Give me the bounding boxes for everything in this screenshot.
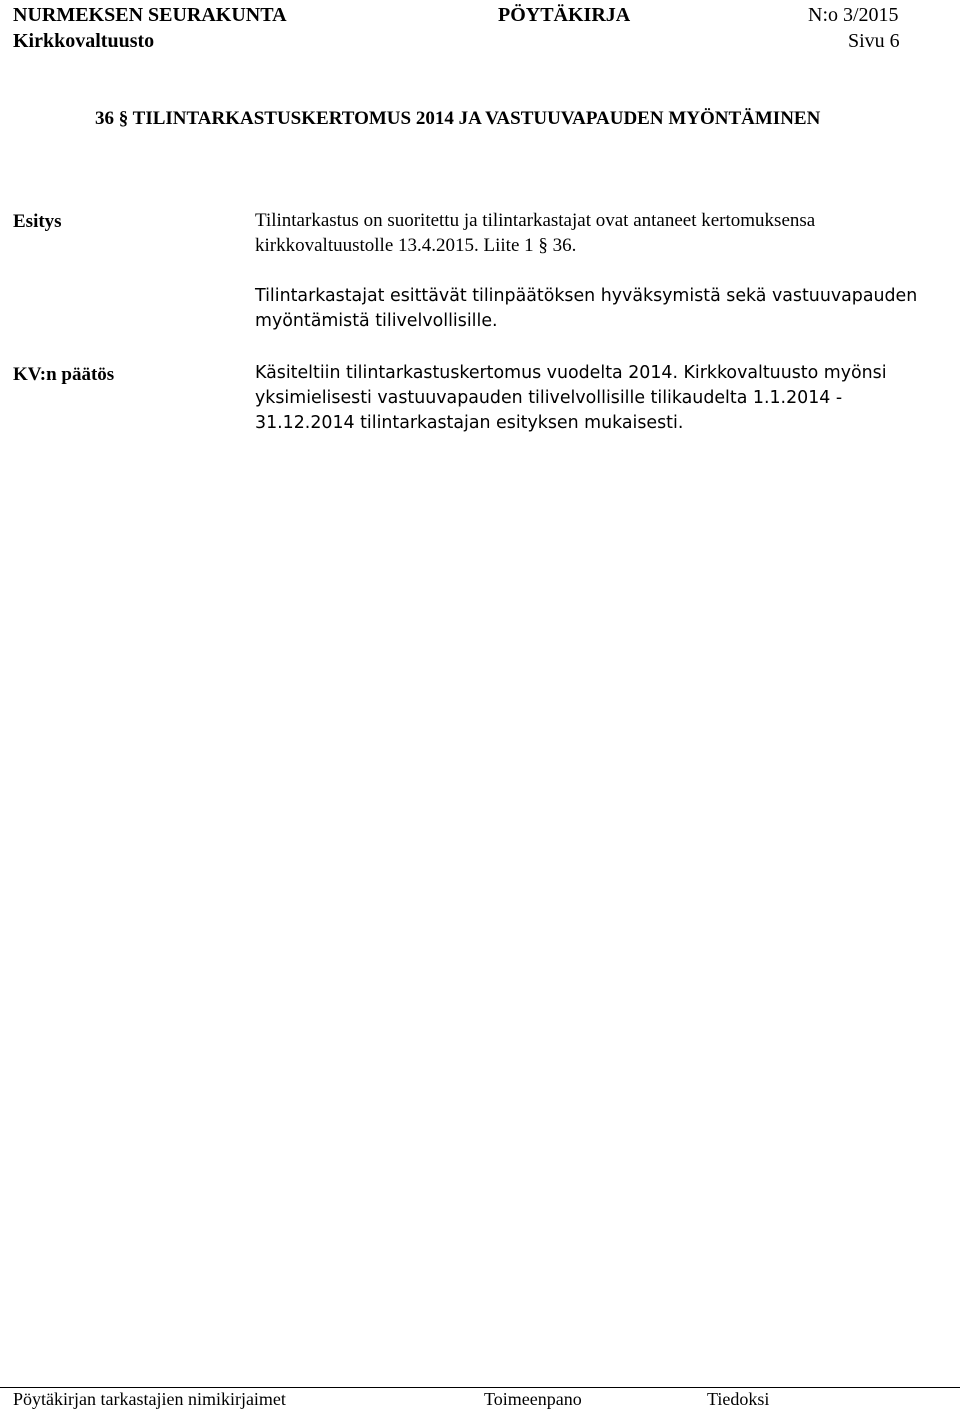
decision-line-1: Käsiteltiin tilintarkastuskertomus vuodelta 2014. Kirkkovaltuusto myönsi — [255, 363, 887, 383]
document-number: N:o 3/2015 — [808, 4, 899, 26]
page-number: Sivu 6 — [848, 30, 900, 52]
esitys-paragraph-1-line-1: Tilintarkastus on suoritettu ja tilintarkastajat ovat antaneet kertomuksensa — [255, 210, 816, 231]
esitys-paragraph-1-line-2: kirkkovaltuustolle 13.4.2015. Liite 1 § 36. — [255, 235, 577, 256]
decision-line-3: 31.12.2014 tilintarkastajan esityksen mukaisesti. — [255, 413, 684, 433]
footer-notices-label: Tiedoksi — [707, 1389, 770, 1409]
organization-name: NURMEKSEN SEURAKUNTA — [13, 4, 287, 26]
decision-label: KV:n päätös — [13, 364, 115, 385]
esitys-paragraph-2 — [255, 284, 945, 334]
esitys-paragraph-2-line-2: myöntämistä tilivelvollisille. — [255, 311, 498, 331]
section-title: 36 § TILINTARKASTUSKERTOMUS 2014 JA VASTUUVAPAUDEN MYÖNTÄMINEN — [95, 108, 821, 129]
decision-line-2: yksimielisesti vastuuvapauden tilivelvollisille tilikaudelta 1.1.2014 - — [255, 388, 843, 408]
esitys-label: Esitys — [13, 211, 62, 232]
esitys-paragraph-2-line-1: Tilintarkastajat esittävät tilinpäätöksen hyväksymistä sekä vastuuvapauden — [255, 286, 918, 306]
document-type: PÖYTÄKIRJA — [498, 4, 631, 26]
esitys-paragraph-1 — [255, 208, 945, 258]
footer-execution-label: Toimeenpano — [484, 1389, 582, 1409]
decision-paragraph — [255, 361, 945, 436]
footer-signatures-label: Pöytäkirjan tarkastajien nimikirjaimet — [13, 1389, 286, 1409]
governing-body: Kirkkovaltuusto — [13, 30, 155, 52]
